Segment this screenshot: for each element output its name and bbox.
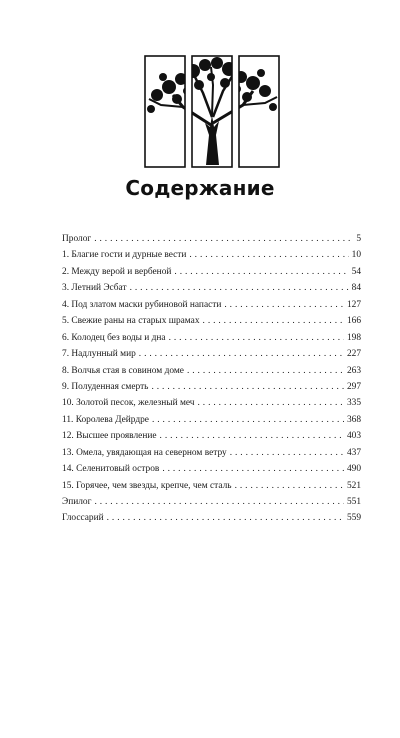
toc-entry-page: 490 [346,464,361,475]
toc-entry-title: Глоссарий [62,513,104,524]
page-title: Содержание [125,176,275,200]
toc-entry[interactable] [62,264,361,280]
toc-entry-page: 84 [351,283,361,294]
toc-leader-dots [169,330,344,346]
toc-leader-dots [198,395,344,411]
toc-entry[interactable] [62,247,361,263]
toc-leader-dots [187,363,344,379]
toc-entry[interactable] [62,478,361,494]
toc-entry[interactable] [62,363,361,379]
toc-entry[interactable] [62,412,361,428]
toc-entry-title: 1. Благие гости и дурные вести [62,250,187,261]
toc-entry-title: 8. Волчья стая в совином доме [62,365,184,376]
toc-entry-title: 6. Колодец без воды и дна [62,332,166,343]
toc-entry[interactable] [62,280,361,296]
toc-leader-dots [139,346,344,362]
toc-entry-page: 521 [346,480,361,491]
toc-entry[interactable] [62,461,361,477]
toc-leader-dots [189,247,348,263]
toc-entry-title: 3. Летний Эсбат [62,283,127,294]
toc-entry[interactable] [62,330,361,346]
toc-entry[interactable] [62,494,361,510]
toc-leader-dots [130,280,349,296]
toc-entry-page: 54 [351,266,361,277]
toc-leader-dots [235,478,344,494]
toc-leader-dots [94,494,344,510]
toc-entry-title: 7. Надлунный мир [62,349,136,360]
toc-leader-dots [224,297,344,313]
toc-entry-title: 12. Высшее проявление [62,431,157,442]
toc-entry[interactable] [62,297,361,313]
toc-entry-page: 10 [351,250,361,261]
toc-entry-title: 9. Полуденная смерть [62,381,149,392]
toc-entry-title: 14. Селенитовый остров [62,464,160,475]
toc-entry-page: 368 [346,414,361,425]
toc-leader-dots [152,412,344,428]
toc-entry[interactable] [62,231,361,247]
toc-entry-page: 437 [346,447,361,458]
toc-entry-page: 198 [346,332,361,343]
toc-entry-title: Пролог [62,234,92,244]
toc-entry-title: Эпилог [62,497,92,507]
toc-entry-title: 11. Королева Дейрдре [62,414,149,425]
toc-leader-dots [162,461,344,477]
toc-entry-page: 551 [346,497,361,507]
toc-leader-dots [151,379,343,395]
toc-entry-title: 2. Между верой и вербеной [62,266,172,277]
toc-leader-dots [160,428,344,444]
toc-leader-dots [107,510,344,526]
toc-entry-page: 559 [346,513,361,524]
toc-entry-page: 335 [346,398,361,409]
table-of-contents [62,231,361,527]
toc-entry[interactable] [62,379,361,395]
toc-entry-page: 403 [346,431,361,442]
toc-entry[interactable] [62,428,361,444]
toc-entry-title: 4. Под златом маски рубиновой напасти [62,299,222,310]
toc-entry-page: 263 [346,365,361,376]
toc-entry-page: 5 [356,234,361,244]
toc-leader-dots [230,445,344,461]
toc-entry-title: 15. Горячее, чем звезды, крепче, чем сталь [62,480,232,491]
toc-entry-page: 297 [346,381,361,392]
toc-entry[interactable] [62,445,361,461]
toc-entry-title: 10. Золотой песок, железный меч [62,398,195,409]
toc-entry[interactable] [62,346,361,362]
toc-entry-title: 13. Омела, увядающая на северном ветру [62,447,227,458]
toc-leader-dots [174,264,348,280]
toc-leader-dots [94,231,353,247]
toc-entry-page: 166 [346,316,361,327]
toc-leader-dots [203,313,344,329]
toc-entry[interactable] [62,510,361,526]
toc-entry-page: 227 [346,349,361,360]
tree-triptych-icon [143,55,281,168]
toc-entry[interactable] [62,395,361,411]
toc-entry-page: 127 [346,299,361,310]
toc-entry-title: 5. Свежие раны на старых шрамах [62,316,200,327]
toc-entry[interactable] [62,313,361,329]
